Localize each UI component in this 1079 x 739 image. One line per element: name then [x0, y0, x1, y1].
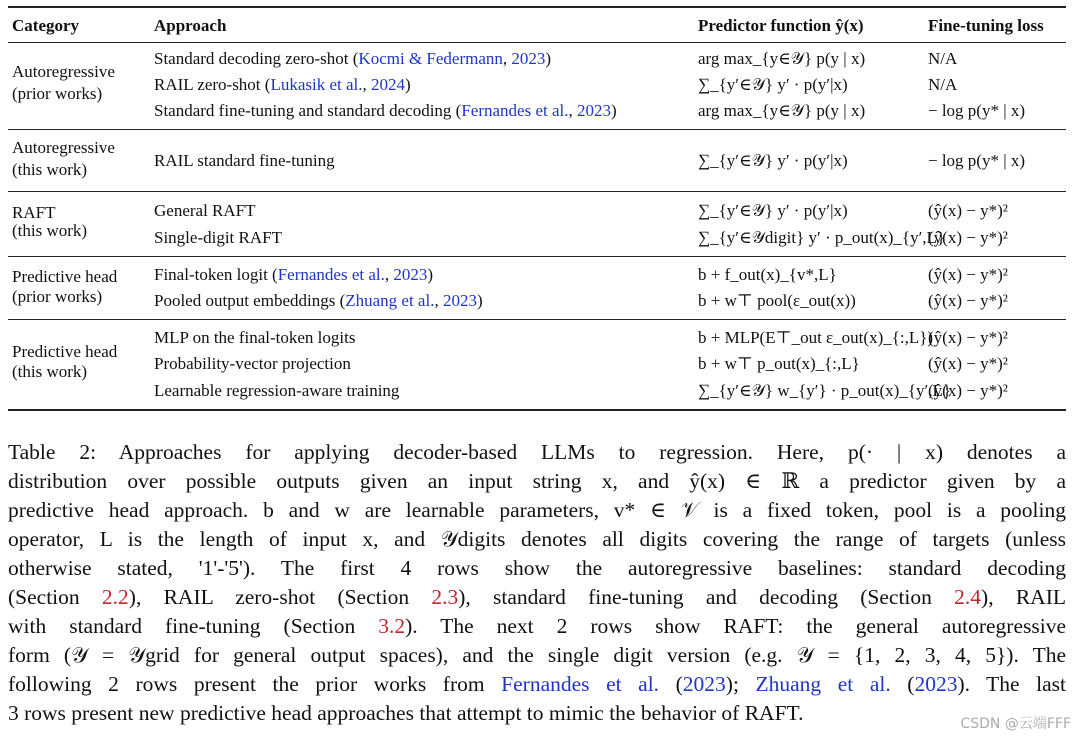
predictor-formula: ∑_{y′∈𝒴} y′ · p(y′|x): [698, 151, 848, 170]
caption-line: with standard fine-tuning (Section 3.2). The next 2 rows show RAFT: the general autoregressive: [8, 614, 1067, 638]
group-category: RAFT: [12, 203, 56, 222]
table-row-approach: Probability-vector projection: [154, 354, 351, 373]
table-row-approach: Single-digit RAFT: [154, 228, 282, 247]
predictor-formula: b + w⊤ p_out(x)_{:,L}: [698, 354, 860, 373]
group-category: Predictive head: [12, 342, 118, 361]
citation-link[interactable]: Zhuang et al.: [755, 672, 891, 696]
loss-formula: (ŷ(x) − y*)²: [928, 228, 1008, 247]
citation-year-link[interactable]: 2023: [914, 672, 958, 696]
loss-formula: N/A: [928, 49, 958, 68]
predictor-formula: ∑_{y′∈𝒴digit} y′ · p_out(x)_{y′,L}: [698, 228, 946, 247]
header-category: Category: [12, 16, 80, 35]
citation-link[interactable]: Kocmi & Federmann: [358, 49, 503, 68]
loss-formula: (ŷ(x) − y*)²: [928, 381, 1008, 400]
table-row-approach: Standard fine-tuning and standard decoding (Fernandes et al., 2023): [154, 101, 617, 120]
group-category-sub: (this work): [12, 362, 88, 381]
predictor-formula: ∑_{y′∈𝒴} y′ · p(y′|x): [698, 201, 848, 220]
caption-line: form (𝒴 = 𝒴grid for general output spaces), and the single digit version (e.g. 𝒴 = {1, 2, 3, 4, 5}). The: [8, 643, 1066, 667]
group-category-sub: (this work): [12, 160, 88, 179]
table-row-approach: Learnable regression-aware training: [154, 381, 400, 400]
group-rule: [8, 256, 1066, 257]
caption-line: 3 rows present new predictive head approaches that attempt to mimic the behavior of RAFT.: [8, 701, 804, 725]
group-category: Predictive head: [12, 267, 118, 286]
predictor-formula: b + w⊤ pool(ε_out(x)): [698, 291, 856, 310]
caption-line: operator, L is the length of input x, and 𝒴digits denotes all digits covering the range of targets (unless: [8, 527, 1066, 551]
loss-formula: (ŷ(x) − y*)²: [928, 265, 1008, 284]
loss-formula: (ŷ(x) − y*)²: [928, 328, 1008, 347]
predictor-formula: ∑_{y′∈𝒴} y′ · p(y′|x): [698, 75, 848, 94]
section-ref-link[interactable]: 2.4: [954, 585, 982, 609]
caption-line: otherwise stated, '1'-'5'). The first 4 rows show the autoregressive baselines: standard decoding: [8, 556, 1066, 580]
predictor-formula: arg max_{y∈𝒴} p(y | x): [698, 49, 866, 68]
caption-line: distribution over possible outputs given an input string x, and ŷ(x) ∈ ℝ a predictor given by a: [8, 469, 1066, 493]
loss-formula: (ŷ(x) − y*)²: [928, 354, 1008, 373]
caption-line: Table 2: Approaches for applying decoder-based LLMs to regression. Here, p(· | x) denotes a: [8, 440, 1066, 464]
predictor-formula: ∑_{y′∈𝒴} w_{y′} · p_out(x)_{y′,L}: [698, 381, 952, 400]
table-caption: [8, 438, 1066, 728]
citation-year-link[interactable]: 2023: [682, 672, 726, 696]
caption-line: following 2 rows present the prior works from Fernandes et al. (2023); Zhuang et al. (2023). The last: [8, 672, 1067, 696]
header-rule: [8, 42, 1066, 43]
watermark: CSDN @云端FFF: [960, 716, 1071, 732]
loss-formula: (ŷ(x) − y*)²: [928, 291, 1008, 310]
group-rule: [8, 191, 1066, 192]
group-category-sub: (this work): [12, 221, 88, 240]
citation-link[interactable]: Zhuang et al.: [345, 291, 435, 310]
caption-line: (Section 2.2), RAIL zero-shot (Section 2.3), standard fine-tuning and decoding (Section 2.4), RAIL: [8, 585, 1066, 609]
predictor-formula: b + MLP(E⊤_out ε_out(x)_{:,L}): [698, 328, 934, 347]
loss-formula: N/A: [928, 75, 958, 94]
citation-link[interactable]: Fernandes et al.: [461, 101, 569, 120]
group-category: Autoregressive: [12, 138, 115, 157]
group-category-sub: (prior works): [12, 287, 103, 306]
header-loss: Fine-tuning loss: [928, 16, 1044, 35]
table-top-rule: [8, 6, 1066, 8]
table-row-approach: Final-token logit (Fernandes et al., 2023): [154, 265, 434, 284]
loss-formula: (ŷ(x) − y*)²: [928, 201, 1008, 220]
table-row-approach: Pooled output embeddings (Zhuang et al., 2023): [154, 291, 483, 310]
predictor-formula: arg max_{y∈𝒴} p(y | x): [698, 101, 866, 120]
table-row-approach: RAIL standard fine-tuning: [154, 151, 335, 170]
table-row-approach: RAIL zero-shot (Lukasik et al., 2024): [154, 75, 411, 94]
citation-year-link[interactable]: 2023: [442, 291, 477, 310]
section-ref-link[interactable]: 3.2: [378, 614, 406, 638]
citation-year-link[interactable]: 2023: [393, 265, 428, 284]
loss-formula: − log p(y* | x): [928, 151, 1026, 170]
section-ref-link[interactable]: 2.2: [101, 585, 129, 609]
predictor-formula: b + f_out(x)_{v*,L}: [698, 265, 837, 284]
table-row-approach: General RAFT: [154, 201, 256, 220]
section-ref-link[interactable]: 2.3: [431, 585, 459, 609]
citation-link[interactable]: Lukasik et al.: [270, 75, 363, 94]
table-row-approach: MLP on the final-token logits: [154, 328, 356, 347]
loss-formula: − log p(y* | x): [928, 101, 1026, 120]
group-category: Autoregressive: [12, 62, 115, 81]
citation-link[interactable]: Fernandes et al.: [501, 672, 660, 696]
group-category-sub: (prior works): [12, 84, 103, 103]
table-bottom-rule: [8, 409, 1066, 411]
citation-year-link[interactable]: 2023: [576, 101, 611, 120]
group-rule: [8, 319, 1066, 320]
citation-year-link[interactable]: 2024: [371, 75, 406, 94]
header-approach: Approach: [154, 16, 227, 35]
header-predictor: Predictor function ŷ(x): [698, 16, 864, 35]
citation-year-link[interactable]: 2023: [511, 49, 546, 68]
group-rule: [8, 129, 1066, 130]
table-row-approach: Standard decoding zero-shot (Kocmi & Federmann, 2023): [154, 49, 552, 68]
citation-link[interactable]: Fernandes et al.: [277, 265, 385, 284]
caption-line: predictive head approach. b and w are learnable parameters, v* ∈ 𝒱 is a fixed token, pool is a pooling: [8, 498, 1066, 522]
